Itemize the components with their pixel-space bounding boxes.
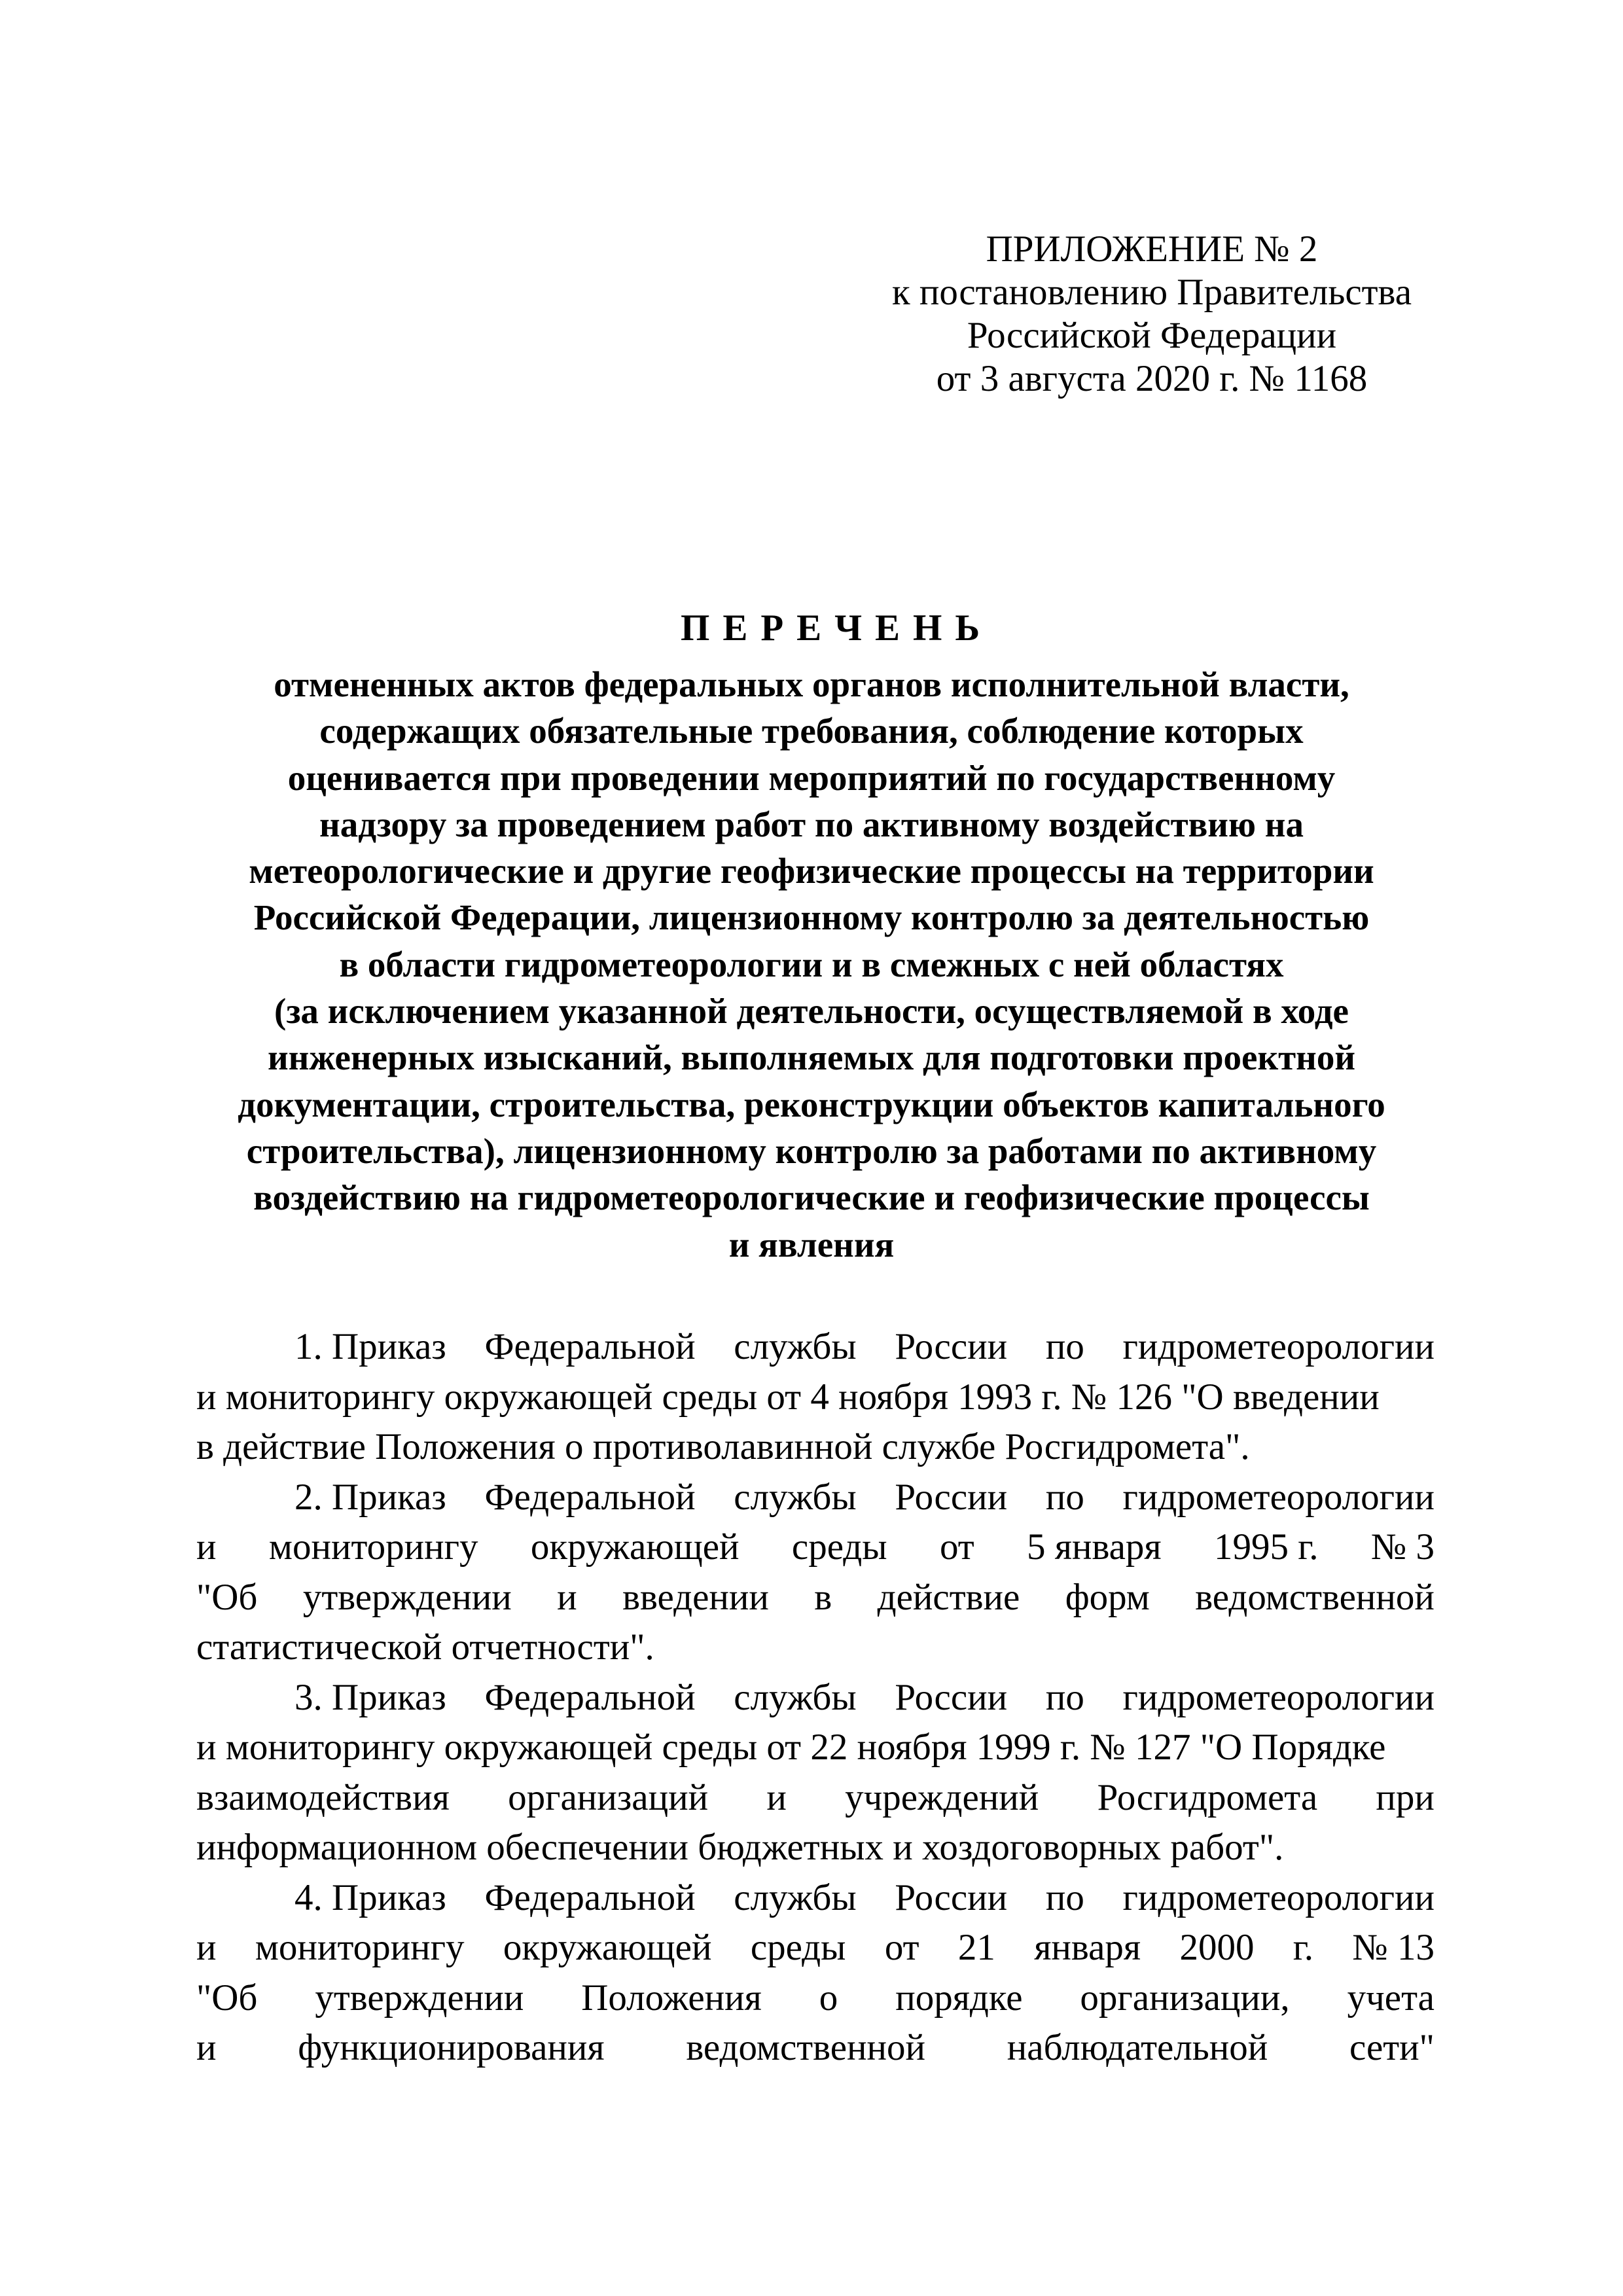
text-segment: форм bbox=[1065, 1576, 1150, 1618]
list-item-line bbox=[196, 1773, 1435, 1823]
text-segment: организации, bbox=[1080, 1977, 1290, 2018]
text-segment: и bbox=[557, 1576, 577, 1618]
text-segment: и мониторингу окружающей среды от 4 ноября 1993 г. № 126 "О введении bbox=[196, 1376, 1380, 1418]
subtitle-line: инженерных изысканий, выполняемых для подготовки проектной bbox=[267, 1037, 1356, 1078]
text-segment: и bbox=[766, 1776, 787, 1818]
list-item-line bbox=[196, 1823, 1435, 1873]
text-segment: "Об bbox=[196, 1977, 258, 2018]
list-item-line bbox=[196, 1723, 1435, 1773]
list-item-line bbox=[196, 1623, 1435, 1673]
text-segment: окружающей bbox=[503, 1927, 712, 1968]
text-segment: гидрометеорологии bbox=[1122, 1326, 1435, 1367]
text-segment: и bbox=[196, 2027, 217, 2068]
text-segment: "Об bbox=[196, 1576, 258, 1618]
text-segment: Федеральной bbox=[484, 1326, 696, 1367]
subtitle-line: содержащих обязательные требования, соблюдение которых bbox=[319, 711, 1304, 751]
text-segment: России bbox=[895, 1326, 1008, 1367]
text-segment: Федеральной bbox=[484, 1876, 696, 1918]
text-segment: и bbox=[196, 1927, 217, 1968]
text-segment: мониторингу bbox=[255, 1927, 465, 1968]
text-segment: России bbox=[895, 1676, 1008, 1718]
text-segment: порядке bbox=[895, 1977, 1023, 2018]
list-item-line bbox=[196, 1473, 1435, 1523]
subtitle-line: отмененных актов федеральных органов исполнительной власти, bbox=[274, 664, 1349, 704]
text-segment: гидрометеорологии bbox=[1122, 1676, 1435, 1718]
text-segment: 2000 bbox=[1179, 1927, 1255, 1968]
text-segment: 5 января bbox=[1027, 1526, 1162, 1568]
text-segment: сети" bbox=[1349, 2027, 1435, 2068]
list-item bbox=[196, 1322, 1435, 1473]
text-segment: мониторингу bbox=[268, 1526, 478, 1568]
text-segment: по bbox=[1045, 1326, 1084, 1367]
text-segment: утверждении bbox=[315, 1977, 524, 2018]
text-segment: взаимодействия bbox=[196, 1776, 450, 1818]
text-segment: Положения bbox=[581, 1977, 762, 2018]
text-segment: г. bbox=[1293, 1927, 1313, 1968]
list-item-line bbox=[196, 1973, 1435, 2024]
text-segment: при bbox=[1376, 1776, 1435, 1818]
text-segment: службы bbox=[734, 1876, 857, 1918]
list-item-line bbox=[196, 1573, 1435, 1623]
list-item bbox=[196, 1673, 1435, 1873]
text-segment: учреждений bbox=[845, 1776, 1039, 1818]
acts-list bbox=[196, 1322, 1435, 2073]
list-item-line bbox=[196, 2023, 1435, 2073]
subtitle-line: метеорологические и другие геофизические процессы на территории bbox=[249, 851, 1374, 891]
text-segment: № 3 bbox=[1370, 1526, 1435, 1568]
text-segment: по bbox=[1045, 1876, 1084, 1918]
text-segment: 21 bbox=[957, 1927, 995, 1968]
text-segment: в bbox=[814, 1576, 832, 1618]
appendix-reference: к постановлению Правительства bbox=[891, 272, 1412, 313]
text-segment: организаций bbox=[508, 1776, 709, 1818]
text-segment: ведомственной bbox=[686, 2027, 926, 2068]
subtitle-line: оценивается при проведении мероприятий по государственному bbox=[287, 757, 1336, 798]
document-subtitle bbox=[196, 661, 1427, 1268]
text-segment: наблюдательной bbox=[1007, 2027, 1268, 2068]
text-segment: Федеральной bbox=[484, 1676, 696, 1718]
text-segment: и bbox=[196, 1526, 217, 1568]
list-item-line bbox=[196, 1322, 1435, 1372]
subtitle-line: строительства), лицензионному контролю за работами по активному bbox=[246, 1130, 1377, 1171]
text-segment: службы bbox=[734, 1326, 857, 1367]
text-segment: гидрометеорологии bbox=[1122, 1876, 1435, 1918]
subtitle-line: документации, строительства, реконструкции объектов капитального bbox=[238, 1084, 1385, 1124]
text-segment: среды bbox=[750, 1927, 846, 1968]
subtitle-line: (за исключением указанной деятельности, осуществляемой в ходе bbox=[274, 991, 1349, 1031]
appendix-date-number: от 3 августа 2020 г. № 1168 bbox=[936, 358, 1368, 399]
text-segment: действие bbox=[877, 1576, 1020, 1618]
document-heading: ПЕРЕЧЕНЬ bbox=[681, 607, 993, 649]
text-segment: России bbox=[895, 1876, 1008, 1918]
text-segment: № 13 bbox=[1352, 1927, 1435, 1968]
appendix-government: Российской Федерации bbox=[967, 315, 1337, 356]
subtitle-line: в области гидрометеорологии и в смежных с ней областях bbox=[339, 944, 1284, 984]
list-item-line bbox=[196, 1673, 1435, 1723]
list-item-line bbox=[196, 1422, 1435, 1473]
text-segment: введении bbox=[622, 1576, 769, 1618]
subtitle-line: Российской Федерации, лицензионному контролю за деятельностью bbox=[253, 897, 1370, 938]
text-segment: и мониторингу окружающей среды от 22 ноября 1999 г. № 127 "О Порядке bbox=[196, 1727, 1386, 1768]
text-segment: утверждении bbox=[302, 1576, 512, 1618]
text-segment: в действие Положения о противолавинной службе Росгидромета". bbox=[196, 1426, 1250, 1467]
text-segment: окружающей bbox=[530, 1526, 740, 1568]
text-segment: России bbox=[895, 1476, 1008, 1518]
subtitle-line: воздействию на гидрометеорологические и геофизические процессы bbox=[253, 1177, 1370, 1218]
text-segment: функционирования bbox=[298, 2027, 605, 2068]
text-segment: января bbox=[1034, 1927, 1141, 1968]
text-segment: 2. Приказ bbox=[294, 1476, 446, 1518]
subtitle-line: надзору за проведением работ по активному воздействию на bbox=[319, 804, 1304, 844]
list-item-line bbox=[196, 1372, 1435, 1423]
list-item-line bbox=[196, 1923, 1435, 1973]
text-segment: 1. Приказ bbox=[294, 1326, 446, 1367]
list-item bbox=[196, 1873, 1435, 2073]
subtitle-line: и явления bbox=[728, 1224, 895, 1265]
appendix-title: ПРИЛОЖЕНИЕ № 2 bbox=[986, 228, 1318, 270]
text-segment: по bbox=[1045, 1476, 1084, 1518]
text-segment: по bbox=[1045, 1676, 1084, 1718]
text-segment: 4. Приказ bbox=[294, 1876, 446, 1918]
text-segment: о bbox=[819, 1977, 838, 2018]
text-segment: службы bbox=[734, 1676, 857, 1718]
appendix-block bbox=[870, 228, 1433, 401]
text-segment: ведомственной bbox=[1195, 1576, 1435, 1618]
text-segment: учета bbox=[1347, 1977, 1435, 2018]
text-segment: от bbox=[939, 1526, 974, 1568]
text-segment: статистической отчетности". bbox=[196, 1626, 654, 1668]
list-item-line bbox=[196, 1873, 1435, 1924]
list-item bbox=[196, 1473, 1435, 1673]
text-segment: гидрометеорологии bbox=[1122, 1476, 1435, 1518]
text-segment: Росгидромета bbox=[1097, 1776, 1318, 1818]
text-segment: 3. Приказ bbox=[294, 1676, 446, 1718]
text-segment: Федеральной bbox=[484, 1476, 696, 1518]
text-segment: информационном обеспечении бюджетных и хоздоговорных работ". bbox=[196, 1827, 1284, 1868]
text-segment: службы bbox=[734, 1476, 857, 1518]
text-segment: от bbox=[884, 1927, 919, 1968]
list-item-line bbox=[196, 1522, 1435, 1573]
text-segment: среды bbox=[791, 1526, 887, 1568]
text-segment: 1995 г. bbox=[1214, 1526, 1319, 1568]
